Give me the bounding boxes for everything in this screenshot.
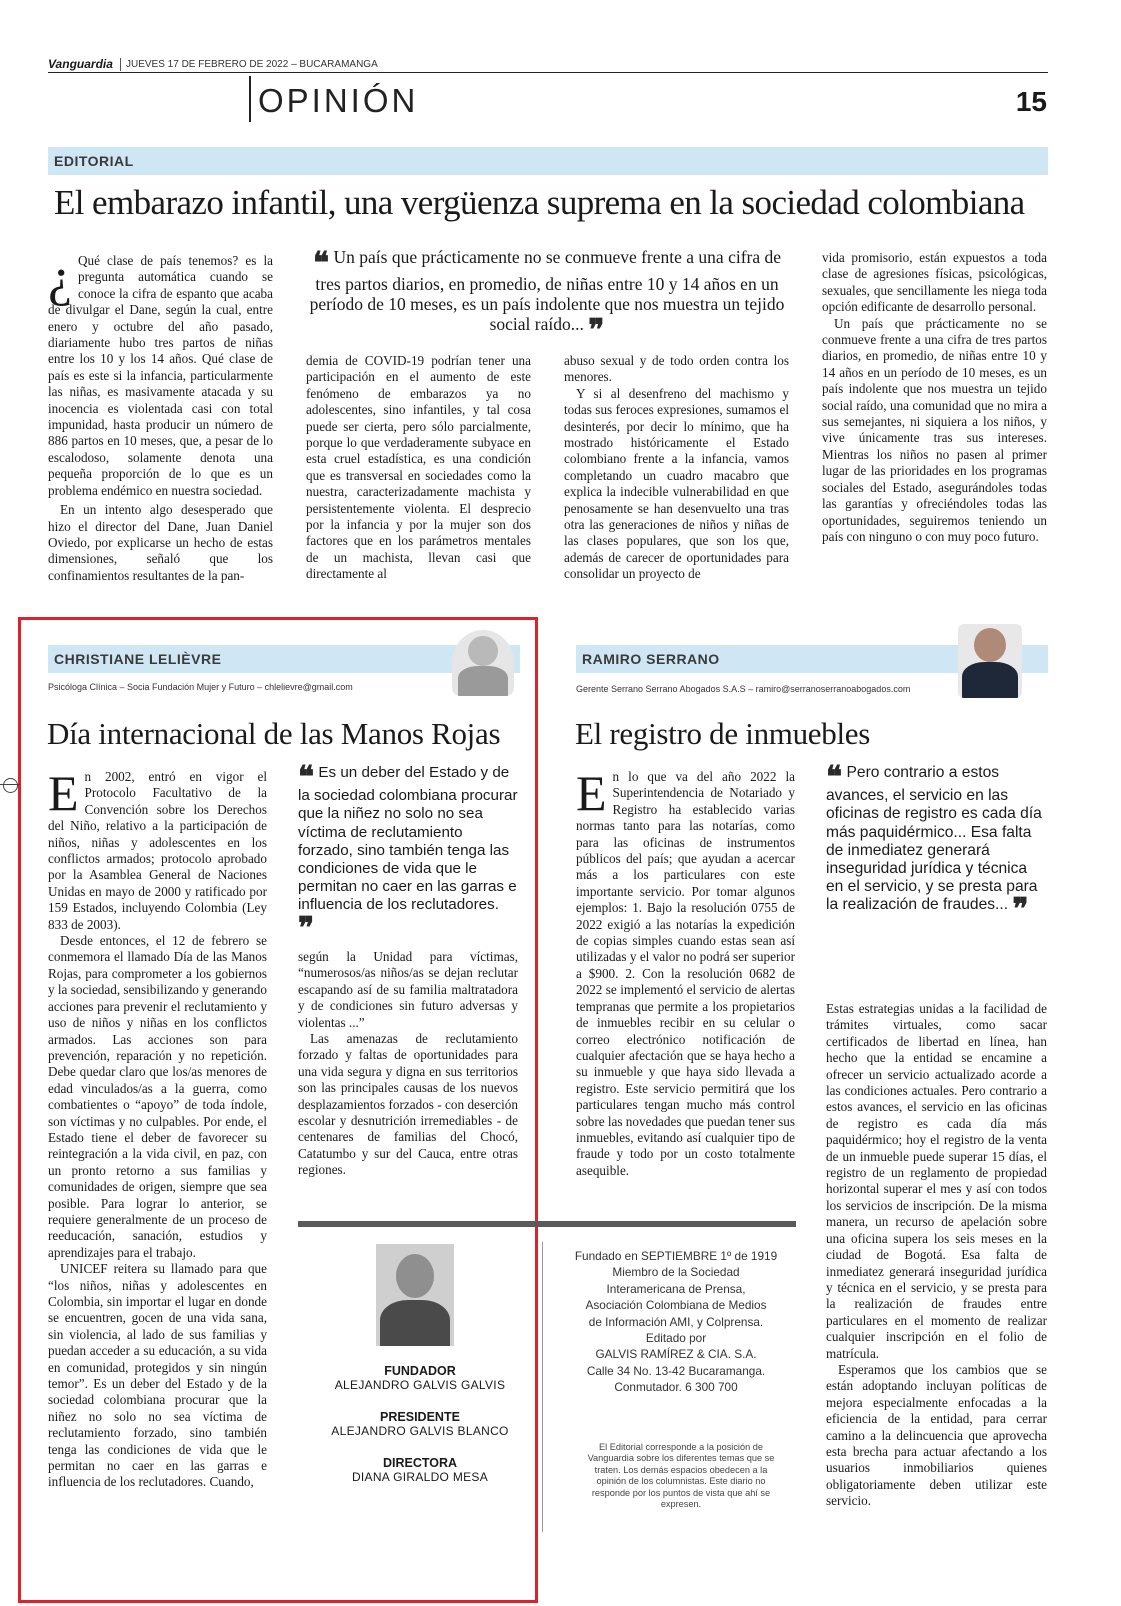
- column-quote-text: Es un deber del Estado y de la sociedad colombiana procurar que la niñez no solo no sea víctima de reclutamiento forzado, sino también tenga las condiciones de vida que le permitan no caer en las garras e influencia de los reclutadores.: [298, 764, 518, 914]
- founder-name: ALEJANDRO GALVIS GALVIS: [334, 1378, 506, 1392]
- founder-role: FUNDADOR: [384, 1364, 456, 1378]
- column-paragraph: Las amenazas de reclutamiento forzado y faltas de oportunidades para una vida segura y digna en sus territorios son las principales causas de los nuevos desplazamientos forzados - con deserción escolar y desnutrición irremediables - de centenares de familias del Chocó, Catatumbo y sur del Cauca, entre otras regiones.: [298, 1031, 518, 1178]
- columnist-byline: Gerente Serrano Serrano Abogados S.A.S – ramiro@serranoserranoabogados.com: [576, 684, 911, 694]
- editorial-paragraph: En un intento algo desesperado que hizo el director del Dane, Juan Daniel Oviedo, por explicarse un hecho de estas dimensiones, señaló que los confinamientos resultantes de la pan-: [48, 502, 273, 583]
- column-paragraph: Desde entonces, el 12 de febrero se conmemora el llamado Día de las Manos Rojas, para comprometer a los gobiernos y la sociedad, sensibilizando y generando acciones para prevenir el reclutamiento y uso de niños y niñas en los conflictos armados. Las acciones son para prevención, reparación y no repetición. Debe quedar claro que los/as menores de edad vinculados/as a la guerra, como combatientes o “apoyo” de toda índole, son víctimas y no culpables. Por ende, el Estado tiene el deber de favorecer su reintegración a la vida civil, en paz, con un pronto retorno a sus familias y comunidades de origen, siempre que sea posible. Para lograr lo anterior, se requiere generalmente de un proceso de reeducación, sanación, estudios y aprendizajes para el trabajo.: [48, 933, 267, 1260]
- columnist-byline: Psicóloga Clínica – Socia Fundación Mujer y Futuro – chlelievre@gmail.com: [48, 682, 353, 692]
- editorial-pull-quote: [304, 246, 790, 348]
- column-dropcap: E: [48, 765, 79, 821]
- column-quote-text: Pero contrario a estos avances, el servicio en las oficinas de registro es cada día más paquidérmico... Esa falta de inmediatez generará inseguridad jurídica y técnica en el servicio, y se presta para la realización de fraudes...: [826, 764, 1042, 914]
- column-paragraph: Esperamos que los cambios que se están adoptando incluyan políticas de mejora especialmente enfocadas a la eficiencia de la entidad, para cerrar camino a la delincuencia que aprovecha esta brecha para actuar afectando a los usuarios inmobiliarios quienes obligatoriamente deben utilizar este servicio.: [826, 1361, 1047, 1509]
- header-rule: [48, 72, 1048, 73]
- column-pull-quote: [298, 760, 518, 946]
- info-line: GALVIS RAMÍREZ & CIA. S.A.: [595, 1347, 757, 1362]
- column-paragraph: según la Unidad para víctimas, “numerosos/as niños/as se dejan reclutar escapando así de su familia maltratadora y de condiciones sin futuro adversas y violentas ...”: [298, 949, 518, 1030]
- editorial-paragraph: demia de COVID-19 podrían tener una participación en el aumento de este fenómeno de embarazos ya no adolescentes, sino infantiles, y tal cosa puede ser cierta, pero sólo parcialmente, porque lo que verdaderamente subyace en esta cruel estadística, es una condición que es transversal en sociedades como la nuestra, caracterizadamente machista y persistentemente violenta. El desprecio por la infancia y por la mujer son dos factores que en los parámetros mentales de un machista, llevan casi que directamente al: [306, 353, 531, 582]
- serrano-column-2: [826, 1001, 1047, 1510]
- info-line: de Información AMI, y Colprensa.: [588, 1314, 764, 1329]
- page-number: 15: [1015, 86, 1047, 117]
- close-quote-icon: ❞: [588, 313, 605, 348]
- column-paragraph: UNICEF reitera su llamado para que “los niños, niñas y adolescentes en Colombia, sin importar el lugar en donde se encuentren, gocen de una vida sana, sin violencia, al lado de sus familias y puedan acceder a su educación, a su vida en comunidad, protegidos y sin ningún temor”. Es un deber del Estado y de la sociedad colombiana procurar que la niñez no solo no sea víctima de reclutamiento forzado, sino también tenga las condiciones de vida que le permitan no caer en las garras e influencia de los reclutadores. Cuando,: [48, 1261, 267, 1490]
- section-divider: [249, 76, 251, 122]
- editorial-tag-label: EDITORIAL: [54, 153, 134, 169]
- open-quote-icon: ❝: [826, 760, 843, 795]
- column-headline: Día internacional de las Manos Rojas: [47, 716, 501, 751]
- dateline: JUEVES 17 DE FEBRERO DE 2022 – BUCARAMANGA: [126, 59, 378, 70]
- column-headline: El registro de inmuebles: [575, 716, 870, 751]
- column-paragraph: n lo que va del año 2022 la Superintendencia de Notariado y Registro ha establecido varias normas tanto para las notarías, como para las oficinas de instrumentos públicos del país; que ayudan a acercar más a los particulares con este importante servicio. Por tomar algunos ejemplos: 1. Bajo la resolución 0755 de 2022 exigió a las notarías la expedición de copias simples cuando estas sean así utilizadas y el valor no podrá ser superior a $900. 2. Con la resolución 0682 de 2022 se implementó el servicio de alertas tempranas que permite a los propietarios de inmuebles recibir en su celular o correo electrónico notificación de cualquier afectación que se haya hecho a su inmueble y que haya sido llevada a registro. Este servicio permitirá que los particulares tengan mucho más control sobre las novedades que puedan tener sus inmuebles, evitando así cualquier tipo de fraude y todo por un costo totalmente asequible.: [576, 769, 795, 1178]
- serrano-column-1: [576, 765, 795, 1179]
- columnist-tag-lelievre: [48, 645, 520, 673]
- close-quote-icon: ❞: [1012, 892, 1029, 928]
- columnist-name: CHRISTIANE LELIÈVRE: [54, 651, 222, 667]
- founder-photo: [376, 1244, 454, 1346]
- masthead-rule: [298, 1221, 796, 1227]
- editorial-column-3: [564, 353, 789, 583]
- open-quote-icon: ❝: [312, 246, 330, 281]
- president-role: PRESIDENTE: [380, 1410, 460, 1424]
- info-line: Editado por: [645, 1331, 707, 1346]
- info-line: Asociación Colombiana de Medios: [585, 1298, 767, 1313]
- info-line: Calle 34 No. 13-42 Bucaramanga.: [586, 1363, 766, 1378]
- editorial-paragraph: abuso sexual y de todo orden contra los menores.: [564, 353, 789, 385]
- editorial-paragraph: Y si al desenfreno del machismo y todas sus feroces expresiones, sumamos el desinterés, por decir lo mínimo, que ha mostrado históricamente el Estado colombiano frente a la infancia, vamos completando un cuadro macabro que explica la indecible vulnerabilidad en que penosamente se han desenvuelto una tras otra las generaciones de niños y niñas de las clases populares, que son los que, además de carecer de oportunidades para consolidar un proyecto de: [564, 385, 789, 582]
- lelievre-column-1: [48, 765, 267, 1491]
- column-dropcap: E: [576, 765, 607, 821]
- column-paragraph: Estas estrategias unidas a la facilidad de trámites virtuales, como sacar certificados de libertad en línea, han hecho que la entidad se encamine a ofrecer un servicio actualizado acorde a las condiciones actuales. Pero contrario a estos avances, el servicio en las oficinas de registro es cada día más paquidérmico; hoy el registro de la venta de un inmueble puede superar 15 días, el registro de un reglamento de propiedad horizontal superar el mes y así con todos los servicios de inscripción. De la misma manera, un recurso de apelación sobre una oficina supera los seis meses en la ciudad de Bogotá. Esa falta de inmediatez generará inseguridad jurídica y técnica en el servicio, y se presta para la realización de fraudes entre particulares en el momento de realizar cualquier inscripción en el folio de matrícula.: [826, 1001, 1047, 1361]
- open-quote-icon: ❝: [298, 760, 315, 795]
- column-paragraph: n 2002, entró en vigor el Protocolo Facultativo de la Convención sobre los Derechos del Niño, relativo a la participación de niños, niñas y adolescentes en los conflictos armados; protocolo aprobado por la Asamblea General de Naciones Unidas en mayo de 2000 y ratificado por 159 Estados, incluyendo Colombia (Ley 833 de 2003).: [48, 769, 267, 932]
- section-title: OPINIÓN: [258, 82, 419, 119]
- masthead-disclaimer: El Editorial corresponde a la posición de Vanguardia sobre los diferentes temas que se traten. Los demás espacios obedecen a la opinión de los columnistas. Este diario no responde por los puntos de vista que ahí se expresen.: [587, 1442, 775, 1510]
- editorial-column-2: [306, 353, 531, 583]
- masthead-credits: [330, 1364, 510, 1484]
- column-pull-quote: [826, 760, 1048, 928]
- brand-logo: Vanguardia: [48, 57, 113, 71]
- crosshair-line: [0, 784, 20, 785]
- lelievre-column-2: [298, 949, 518, 1179]
- info-line: Conmutador. 6 300 700: [614, 1380, 738, 1395]
- director-role: DIRECTORA: [382, 1456, 458, 1470]
- columnist-photo: [452, 630, 514, 696]
- info-line: Interamericana de Prensa,: [606, 1281, 746, 1296]
- editorial-paragraph: Un país que prácticamente no se conmueve frente a una cifra de tres partos diarios, en promedio, de niñas entre 10 y 14 años en un período de 10 meses, es un país indolente que nos muestra un tejido social raído, una comunidad que no mira a sus semejantes, ni siquiera a los niños, y vive únicamente tras sus intereses. Mientras los niños no pasen al primer lugar de las prioridades en los programas sociales del Estado, asegurándoles todas las garantías y ofreciéndoles todas las oportunidades, seguiremos teniendo un país con ninguno o con muy poco futuro.: [822, 315, 1047, 544]
- editorial-dropcap: ¿: [48, 247, 72, 307]
- info-line: Fundado en SEPTIEMBRE 1º de 1919: [574, 1249, 778, 1263]
- columnist-name: RAMIRO SERRANO: [582, 651, 720, 667]
- info-line: Miembro de la Sociedad: [612, 1265, 740, 1280]
- header-separator: [120, 58, 121, 71]
- masthead-divider: [542, 1242, 543, 1532]
- president-name: ALEJANDRO GALVIS BLANCO: [331, 1424, 509, 1438]
- crosshair-icon: [3, 778, 18, 793]
- masthead-info: [565, 1248, 787, 1396]
- columnist-photo: [958, 624, 1022, 698]
- editorial-quote-text: Un país que prácticamente no se conmueve frente a una cifra de tres partos diarios, en promedio, de niñas entre 10 y 14 años en un período de 10 meses, es un país indolente que nos muestra un tejido social raído...: [309, 247, 785, 334]
- editorial-paragraph: Qué clase de país tenemos? es la pregunta automática cuando se conoce la cifra de espanto que acaba de divulgar el Dane, según la cual, entre enero y octubre del año pasado, diariamente hubo tres partos de niñas entre los 10 y los 14 años. Qué clase de país es este si la infancia, particularmente las niñas, es masivamente atacada y su inocencia es violentada casi con total impunidad, hasta producir un número de 886 partos en 10 meses, que, a pesar de lo escalodoso, solamente denota una pequeña proporción de lo que es un problema endémico en nuestra sociedad.: [48, 253, 273, 498]
- editorial-headline: El embarazo infantil, una vergüenza suprema en la sociedad colombiana: [54, 183, 1025, 222]
- editorial-paragraph: vida promisorio, están expuestos a toda clase de agresiones físicas, psicológicas, sexuales, que sencillamente les niega toda opción edificante de desarrollo personal.: [822, 250, 1047, 315]
- editorial-column-1: [48, 247, 273, 584]
- close-quote-icon: ❞: [298, 910, 315, 946]
- editorial-column-4: [822, 250, 1047, 545]
- director-name: DIANA GIRALDO MESA: [351, 1470, 489, 1484]
- editorial-tag: [48, 147, 1048, 175]
